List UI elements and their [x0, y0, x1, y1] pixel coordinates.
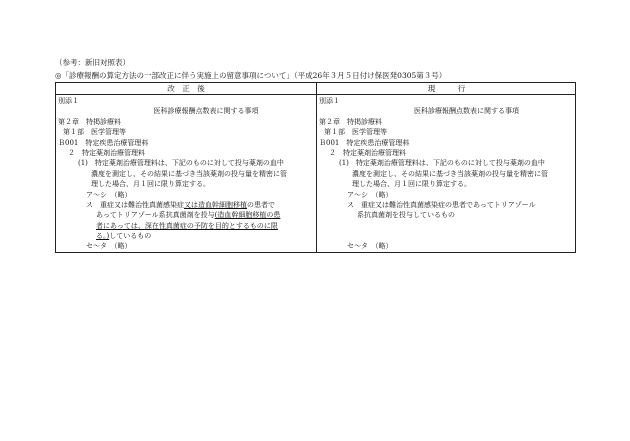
list-item: ア～シ （略） — [86, 190, 132, 199]
section-heading: 医科診療報酬点数表に関する事項 — [153, 107, 259, 116]
list-item-continued — [58, 221, 314, 231]
subitem-heading: ２ 特定薬剤治療管理料 — [329, 148, 406, 157]
header-revised: 改 正 後 — [167, 84, 205, 93]
amended-text: 又は造血幹細胞移植 — [184, 200, 247, 209]
current-column — [319, 96, 574, 252]
chapter-heading: 第２章 特掲診療料 — [319, 117, 382, 126]
paragraph-line: (1) 特定薬剤治療管理料は、下記のものに対して投与薬剤の血中 — [78, 159, 284, 168]
item-heading: Ｂ001 特定疾患治療管理料 — [58, 138, 149, 147]
paragraph-line: 濃度を測定し、その結果に基づき当該薬剤の投与量を精密に管 — [91, 169, 287, 178]
list-item: セ～タ （略） — [86, 242, 132, 251]
chapter-heading: 第２章 特掲診療料 — [58, 117, 121, 126]
subitem-heading: ２ 特定薬剤治療管理料 — [68, 148, 145, 157]
revised-column — [58, 96, 314, 252]
item-heading: Ｂ001 特定疾患治療管理料 — [319, 138, 410, 147]
attachment-label: 別添１ — [319, 97, 340, 105]
item-text: ス 重症又は難治性真菌感染症 — [86, 200, 184, 209]
document-title: ◎「診療報酬の算定方法の一部改正に伴う実施上の留意事項について」（平成26年３月５日付け保医発0305第３号） — [55, 71, 447, 80]
column-divider — [316, 83, 317, 252]
spacer-line — [319, 221, 574, 231]
amended-text: 者にあっては、深在性真菌症の予防を目的とするものに限 — [96, 221, 278, 230]
paragraph-line: 理した場合、月１回に限り算定する。 — [352, 180, 471, 189]
amended-text: (造血幹細胞移植の患 — [214, 211, 281, 220]
item-text: の患者で — [247, 200, 275, 209]
attachment-label: 別添１ — [58, 97, 79, 105]
section-heading: 医科診療報酬点数表に関する事項 — [414, 107, 519, 116]
paragraph-line: (1) 特定薬剤治療管理料は、下記のものに対して投与薬剤の血中 — [339, 159, 545, 168]
paragraph-line: 理した場合、月１回に限り算定する。 — [91, 180, 210, 189]
list-item-continued — [58, 210, 314, 220]
paragraph-line: 濃度を測定し、その結果に基づき当該薬剤の投与量を精密に管 — [352, 169, 548, 178]
spacer-line — [319, 231, 574, 241]
header-current: 現 行 — [427, 84, 466, 93]
reference-note: （参考：新旧対照表） — [55, 58, 130, 67]
list-item — [58, 200, 314, 210]
list-item-continued: 系抗真菌剤を投与しているもの — [357, 211, 455, 220]
part-heading: 第１部 医学管理等 — [63, 128, 126, 137]
part-heading: 第１部 医学管理等 — [324, 128, 387, 137]
item-text: あってトリアゾール系抗真菌剤を投与 — [96, 211, 215, 220]
comparison-table — [55, 82, 576, 253]
list-item: ア～シ （略） — [347, 190, 393, 199]
item-text: しているもの — [109, 232, 152, 241]
list-item: ス 重症又は難治性真菌感染症の患者であってトリアゾール — [347, 200, 536, 209]
list-item: セ～タ （略） — [347, 242, 393, 251]
amended-text: る。) — [96, 232, 110, 241]
list-item-continued — [58, 231, 314, 241]
